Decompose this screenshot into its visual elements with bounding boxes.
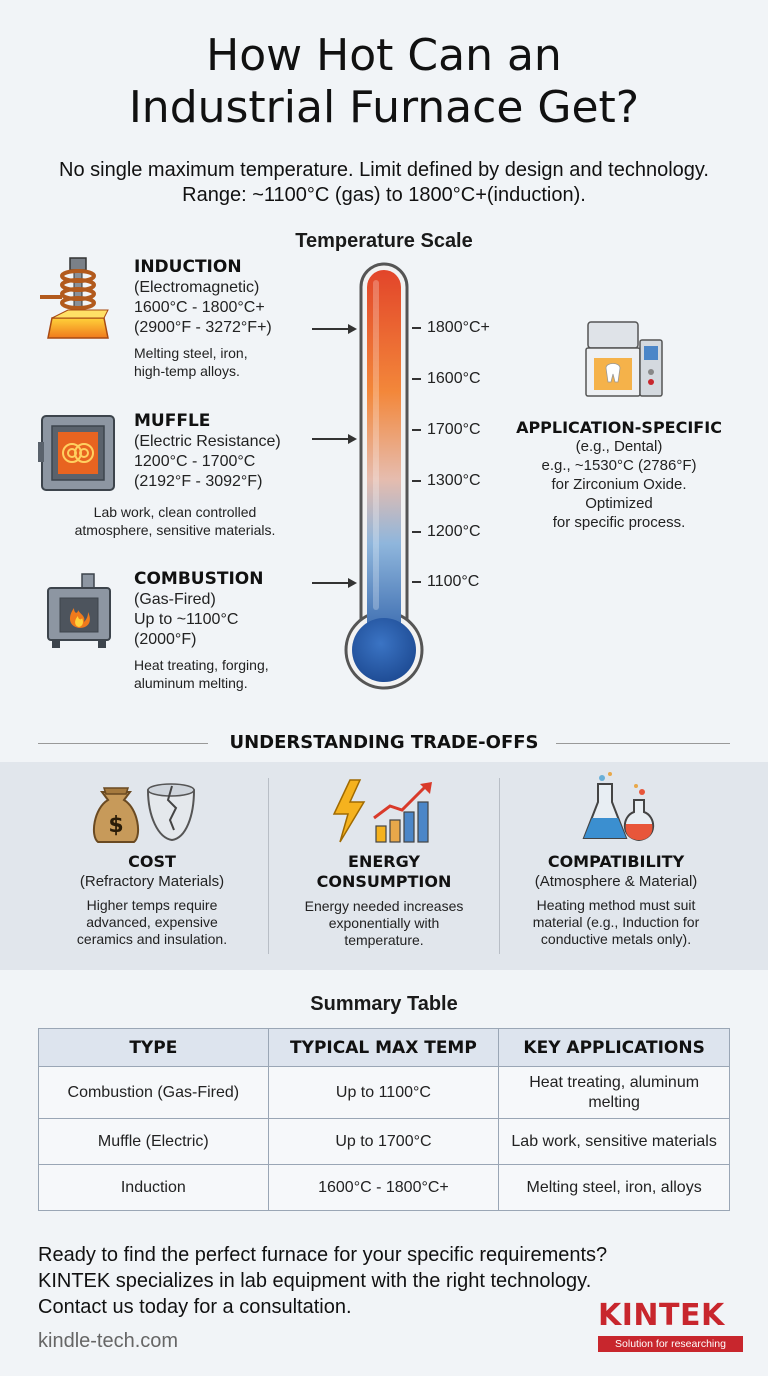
- subtitle-line-2: Range: ~1100°C (gas) to 1800°C+(induction).: [182, 184, 586, 206]
- combustion-temp-f: (2000°F): [134, 631, 197, 648]
- header-max-temp: TYPICAL MAX TEMP: [268, 1029, 499, 1067]
- combustion-temp-c: Up to ~1100°C: [134, 611, 239, 628]
- induction-app-line-2: high-temp alloys.: [134, 363, 240, 379]
- muffle-app-line-2: atmosphere, sensitive materials.: [74, 522, 276, 538]
- application-specific-block: [504, 418, 734, 532]
- energy-title-line-1: ENERGY: [348, 852, 420, 871]
- summary-header-row: [39, 1029, 730, 1067]
- table-row: [39, 1119, 730, 1165]
- tradeoff-compatibility: [502, 852, 730, 948]
- table-row: [39, 1067, 730, 1119]
- table-cell: Up to 1700°C: [268, 1119, 499, 1165]
- induction-block: [134, 256, 272, 380]
- compat-desc-line-1: Heating method must suit: [536, 897, 696, 913]
- cost-desc-line-1: Higher temps require: [86, 897, 218, 913]
- table-cell: Combustion (Gas-Fired): [39, 1067, 269, 1119]
- cost-description: [38, 897, 266, 948]
- combustion-applications: [134, 656, 269, 692]
- website-link[interactable]: kindle-tech.com: [38, 1330, 179, 1352]
- title-line-1: How Hot Can an: [206, 30, 562, 81]
- app-spec-line-1: e.g., ~1530°C (2786°F): [541, 457, 697, 474]
- muffle-app-line-1: Lab work, clean controlled: [93, 504, 257, 520]
- induction-sub: (Electromagnetic): [134, 279, 260, 296]
- summary-table: [38, 1028, 730, 1211]
- tradeoffs-separator-1: [268, 778, 269, 954]
- combustion-app-line-1: Heat treating, forging,: [134, 657, 269, 673]
- tradeoff-cost: [38, 852, 266, 948]
- cost-desc-line-3: ceramics and insulation.: [76, 931, 228, 947]
- tick-label-2: 1700°C: [427, 421, 481, 438]
- subtitle-line-1: No single maximum temperature. Limit defined by design and technology.: [59, 159, 709, 181]
- tick-label-1: 1600°C: [427, 370, 481, 387]
- table-cell: Lab work, sensitive materials: [499, 1119, 730, 1165]
- page-subtitle: [0, 158, 768, 208]
- table-row: [39, 1165, 730, 1211]
- energy-desc-line-3: temperature.: [344, 932, 424, 948]
- dental-furnace-icon: [580, 318, 666, 404]
- header-type: TYPE: [39, 1029, 269, 1067]
- table-cell: Heat treating, aluminum melting: [499, 1067, 730, 1119]
- kintek-logo: [598, 1300, 743, 1352]
- compat-description: [502, 897, 730, 948]
- muffle-applications: [40, 503, 310, 539]
- energy-description: [272, 898, 496, 949]
- logo-word: KINTEK: [598, 1298, 725, 1333]
- induction-applications: [134, 344, 272, 380]
- energy-title-line-2: CONSUMPTION: [316, 872, 452, 891]
- app-spec-line-4: for specific process.: [552, 514, 686, 531]
- compat-sub: (Atmosphere & Material): [534, 873, 698, 890]
- table-cell: Muffle (Electric): [39, 1119, 269, 1165]
- money-bag-cracked-crucible-icon: [86, 776, 200, 846]
- table-cell: Induction: [39, 1165, 269, 1211]
- cost-sub: (Refractory Materials): [79, 873, 225, 890]
- svg-text:$: $: [108, 813, 124, 838]
- tick-label-4: 1200°C: [427, 523, 481, 540]
- tradeoffs-separator-2: [499, 778, 500, 954]
- muffle-sub: (Electric Resistance): [134, 433, 281, 450]
- table-cell: Up to 1100°C: [268, 1067, 499, 1119]
- summary-title: Summary Table: [310, 993, 458, 1015]
- induction-name: INDUCTION: [134, 257, 242, 277]
- tick-1600: [412, 370, 481, 388]
- energy-desc-line-1: Energy needed increases: [304, 898, 464, 914]
- app-spec-sub: (e.g., Dental): [575, 438, 663, 455]
- induction-coil-icon: [38, 252, 118, 344]
- tick-1200: [412, 523, 481, 541]
- combustion-app-line-2: aluminum melting.: [134, 675, 248, 691]
- tick-label-0: 1800°C+: [427, 319, 490, 336]
- cta-line-2: KINTEK specializes in lab equipment with the right technology.: [38, 1270, 592, 1292]
- muffle-temp-c: 1200°C - 1700°C: [134, 453, 256, 470]
- tradeoffs-title: UNDERSTANDING TRADE-OFFS: [229, 732, 539, 753]
- tick-label-3: 1300°C: [427, 472, 481, 489]
- gas-furnace-icon: [44, 572, 114, 652]
- combustion-name: COMBUSTION: [134, 569, 264, 589]
- energy-desc-line-2: exponentially with: [328, 915, 440, 931]
- table-cell: Melting steel, iron, alloys: [499, 1165, 730, 1211]
- tick-1800: [412, 319, 490, 337]
- combustion-sub: (Gas-Fired): [134, 591, 216, 608]
- tradeoffs-divider-right: [556, 743, 730, 744]
- app-spec-name: APPLICATION-SPECIFIC: [516, 418, 722, 437]
- induction-temp-c: 1600°C - 1800°C+: [134, 299, 265, 316]
- lightning-growth-chart-icon: [330, 776, 438, 846]
- tick-1100: [412, 573, 479, 591]
- page-title: [0, 30, 768, 134]
- cost-desc-line-2: advanced, expensive: [86, 914, 218, 930]
- header-key-applications: KEY APPLICATIONS: [499, 1029, 730, 1067]
- compat-title: COMPATIBILITY: [547, 852, 685, 871]
- tick-1300: [412, 472, 481, 490]
- app-spec-line-3: Optimized: [585, 495, 653, 512]
- muffle-furnace-icon: [38, 412, 118, 494]
- table-cell: 1600°C - 1800°C+: [268, 1165, 499, 1211]
- tick-1700: [412, 421, 481, 439]
- muffle-name: MUFFLE: [134, 411, 211, 431]
- compat-desc-line-3: conductive metals only).: [540, 931, 692, 947]
- muffle-temp-f: (2192°F - 3092°F): [134, 473, 263, 490]
- cta-line-1: Ready to find the perfect furnace for your specific requirements?: [38, 1244, 608, 1266]
- cta-line-3: Contact us today for a consultation.: [38, 1296, 352, 1318]
- compat-desc-line-2: material (e.g., Induction for: [532, 914, 700, 930]
- tick-label-5: 1100°C: [427, 573, 480, 590]
- lab-flasks-icon: [582, 772, 662, 846]
- scale-title: Temperature Scale: [295, 230, 473, 252]
- app-spec-line-2: for Zirconium Oxide.: [551, 476, 687, 493]
- title-line-2: Industrial Furnace Get?: [128, 82, 640, 133]
- cost-title: COST: [128, 852, 176, 871]
- muffle-block: [134, 410, 281, 492]
- induction-app-line-1: Melting steel, iron,: [134, 345, 248, 361]
- logo-tagline: Solution for researching: [598, 1336, 743, 1352]
- combustion-block: [134, 568, 269, 692]
- induction-temp-f: (2900°F - 3272°F+): [134, 319, 272, 336]
- tradeoff-energy: [272, 852, 496, 949]
